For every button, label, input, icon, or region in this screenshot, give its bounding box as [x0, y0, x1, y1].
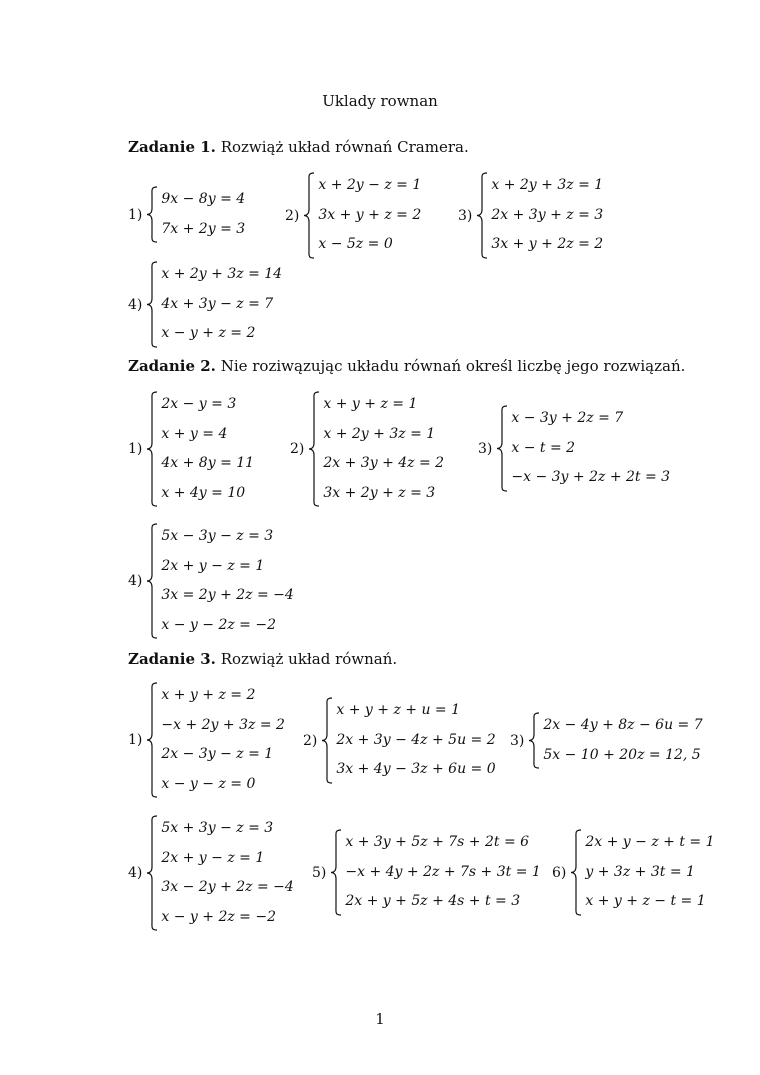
- equation: x + y = 4: [161, 425, 228, 442]
- equation: x + 4y = 10: [161, 484, 246, 501]
- left-brace-icon: [302, 171, 316, 260]
- system-number: 1): [128, 206, 143, 223]
- equation: x − y + 2z = −2: [161, 908, 276, 925]
- equation: 5x − 10 + 20z = 12, 5: [543, 746, 701, 763]
- equation: 9x − 8y = 4: [161, 191, 246, 207]
- left-brace-icon: [320, 696, 334, 785]
- task-2-system-1: [128, 390, 254, 508]
- equation: 5x − 3y − z = 3: [161, 528, 274, 544]
- left-brace-icon: [145, 390, 159, 508]
- equation: x + 2y + 3z = 1: [491, 177, 604, 194]
- left-brace-icon: [307, 390, 321, 508]
- task-2-system-2: [290, 390, 444, 508]
- task-1-system-3: [458, 171, 603, 260]
- system-number: 3): [458, 207, 473, 224]
- equation: 3x + 2y + z = 3: [323, 484, 436, 501]
- task-3-system-6: [552, 828, 715, 917]
- equation: 3x = 2y + 2z = −4: [161, 587, 294, 603]
- task-1-system-4: [128, 260, 282, 349]
- equation: 4x + 8y = 11: [161, 455, 255, 471]
- left-brace-icon: [527, 711, 541, 770]
- task-2-system-4: [128, 522, 294, 640]
- equation: x + 2y − z = 1: [318, 177, 422, 194]
- equation: 2x + y − z + t = 1: [585, 834, 715, 851]
- equation: −x + 4y + 2z + 7s + 3t = 1: [345, 863, 541, 880]
- task-3-heading: [128, 650, 397, 668]
- equation: x + 3y + 5z + 7s + 2t = 6: [345, 834, 530, 851]
- system-number: 5): [312, 864, 327, 881]
- equation: 2x + 3y + z = 3: [491, 206, 604, 223]
- equation: 2x − y = 3: [161, 396, 237, 412]
- system-number: 6): [552, 864, 567, 881]
- task-3-system-2: [303, 696, 496, 785]
- left-brace-icon: [495, 404, 509, 493]
- page-number: 1: [375, 1010, 385, 1028]
- equation: 3x − 2y + 2z = −4: [161, 879, 294, 895]
- task-1-label: Zadanie 1.: [128, 138, 216, 156]
- task-1-heading: [128, 138, 469, 156]
- system-number: 3): [478, 440, 493, 457]
- system-number: 2): [290, 441, 305, 457]
- equation: 2x + y − z = 1: [161, 849, 265, 866]
- left-brace-icon: [145, 814, 159, 932]
- equation: 2x + 3y − 4z + 5u = 2: [336, 731, 496, 748]
- task-3-label: Zadanie 3.: [128, 650, 216, 668]
- page-title: Uklady rownan: [322, 92, 438, 110]
- equation: x − t = 2: [511, 439, 576, 456]
- left-brace-icon: [145, 185, 159, 244]
- system-number: 4): [128, 865, 143, 881]
- left-brace-icon: [475, 171, 489, 260]
- equation: x + 2y + 3z = 1: [323, 425, 436, 442]
- equation: x − 5z = 0: [318, 236, 393, 253]
- system-number: 1): [128, 732, 143, 748]
- equation: −x − 3y + 2z + 2t = 3: [511, 469, 671, 486]
- equation: 7x + 2y = 3: [161, 220, 246, 237]
- task-1-text: Rozwiąż układ równań Cramera.: [220, 138, 469, 156]
- left-brace-icon: [145, 260, 159, 349]
- equation: x − 3y + 2z = 7: [511, 410, 624, 427]
- left-brace-icon: [145, 681, 159, 799]
- task-1-system-2: [285, 171, 421, 260]
- task-1-system-1: [128, 185, 245, 244]
- equation: 3x + y + z = 2: [318, 206, 422, 223]
- task-3-text: Rozwiąż układ równań.: [220, 650, 398, 668]
- equation: 5x + 3y − z = 3: [161, 820, 274, 836]
- left-brace-icon: [569, 828, 583, 917]
- equation: x + y + z = 2: [161, 687, 256, 703]
- task-3-system-4: [128, 814, 294, 932]
- equation: 2x − 3y − z = 1: [161, 746, 274, 762]
- task-3-system-5: [312, 828, 541, 917]
- system-number: 4): [128, 296, 143, 313]
- system-number: 2): [285, 207, 300, 224]
- task-2-label: Zadanie 2.: [128, 357, 216, 375]
- equation: x − y − z = 0: [161, 775, 256, 792]
- equation: x − y − 2z = −2: [161, 616, 276, 633]
- task-2-text: Nie roziwązując układu równań określ liczbę jego rozwiązań.: [220, 357, 686, 375]
- equation: 4x + 3y − z = 7: [161, 295, 274, 312]
- equation: y + 3z + 3t = 1: [585, 863, 695, 880]
- system-number: 1): [128, 441, 143, 457]
- task-2-heading: [128, 357, 685, 375]
- equation: x + y + z − t = 1: [585, 893, 706, 910]
- system-number: 2): [303, 732, 318, 749]
- equation: −x + 2y + 3z = 2: [161, 716, 285, 733]
- equation: x − y + z = 2: [161, 325, 256, 342]
- task-3-system-1: [128, 681, 285, 799]
- system-number: 4): [128, 573, 143, 589]
- system-number: 3): [510, 732, 525, 749]
- equation: x + 2y + 3z = 14: [161, 266, 283, 283]
- equation: 2x + y + 5z + 4s + t = 3: [345, 893, 521, 910]
- equation: 2x + y − z = 1: [161, 557, 265, 574]
- left-brace-icon: [329, 828, 343, 917]
- equation: 2x − 4y + 8z − 6u = 7: [543, 717, 703, 733]
- equation: 3x + 4y − 3z + 6u = 0: [336, 761, 496, 778]
- task-3-system-3: [510, 711, 703, 770]
- left-brace-icon: [145, 522, 159, 640]
- equation: x + y + z = 1: [323, 396, 418, 412]
- equation: 2x + 3y + 4z = 2: [323, 455, 445, 471]
- equation: 3x + y + 2z = 2: [491, 236, 604, 253]
- equation: x + y + z + u = 1: [336, 702, 461, 719]
- task-2-system-3: [478, 404, 670, 493]
